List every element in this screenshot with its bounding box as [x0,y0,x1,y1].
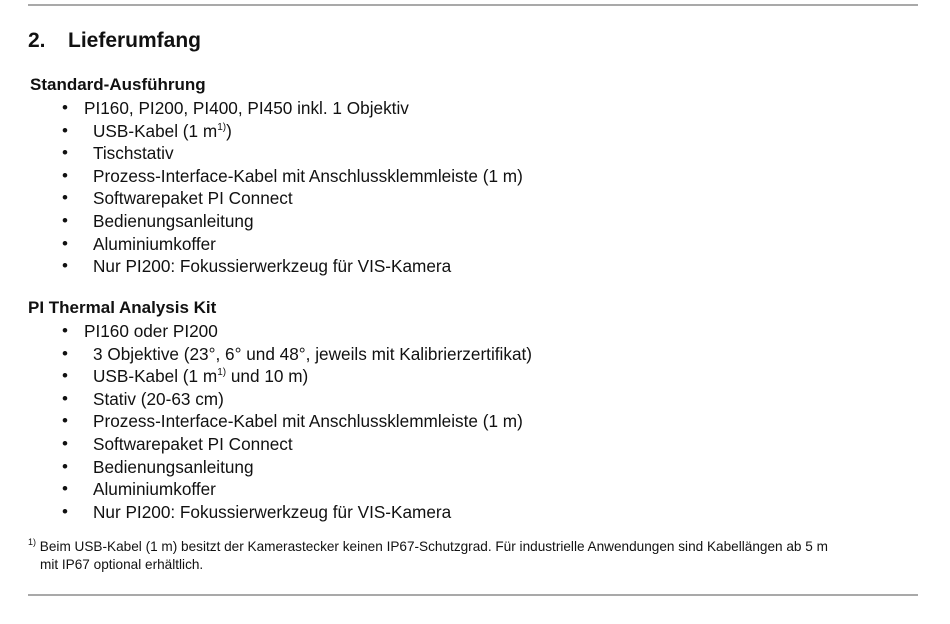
list-item-label: Tischstativ [93,143,174,164]
list-item-label: Stativ (20-63 cm) [93,388,224,409]
list-item-text [93,478,216,500]
bullet-icon: • [62,343,68,363]
kit-heading: PI Thermal Analysis Kit [28,298,217,317]
bullet-icon: • [62,165,68,185]
list-item-text [84,97,409,119]
list-item-label: Bedienungsanleitung [93,456,254,477]
bullet-icon: • [62,321,68,340]
list-item-label: 3 Objektive (23°, 6° und 48°, jeweils mit Kalibrierzertifikat) [93,343,533,364]
list-item-label: Bedienungsanleitung [93,210,254,231]
list-item-text [93,388,224,410]
list-item-label: Softwarepaket PI Connect [93,433,293,454]
bullet-icon: • [62,366,68,386]
bullet-icon: • [62,501,68,521]
list-item-label: PI160, PI200, PI400, PI450 inkl. 1 Objektiv [84,98,409,118]
top-divider [28,4,918,6]
list-item-suffix: und 10 m) [226,366,309,387]
list-item-label: Nur PI200: Fokussierwerkzeug für VIS-Kamera [93,256,452,277]
list-item-text [84,320,218,342]
list-item-text [93,456,254,478]
bullet-icon: • [62,479,68,499]
section-title [28,29,201,53]
bullet-icon: • [62,143,68,163]
bullet-icon: • [62,233,68,253]
bullet-icon: • [62,388,68,408]
list-item-text [93,410,523,432]
bullet-icon: • [62,256,68,276]
list-item-label: Prozess-Interface-Kabel mit Anschlussklemmleiste (1 m) [93,411,523,432]
list-item-text [93,165,523,187]
list-item-label: PI160 oder PI200 [84,321,218,341]
list-item-text [93,433,293,455]
bullet-icon: • [62,98,68,117]
list-item-text [93,187,293,209]
footnote-marker: 1) [28,537,37,547]
bottom-divider [28,594,918,596]
section-number: 2. [28,29,46,52]
list-item-label: Aluminiumkoffer [93,233,216,254]
standard-heading: Standard-Ausführung [30,75,206,94]
footnote-line-2: mit IP67 optional erhältlich. [40,556,204,572]
footnote-reference: 1) [217,121,227,133]
list-item-label: USB-Kabel (1 m [93,120,218,141]
section-title-text: Lieferumfang [68,29,202,52]
list-item-label: Aluminiumkoffer [93,479,216,500]
list-item-label: USB-Kabel (1 m [93,366,218,387]
list-item-text [93,365,308,387]
footnote-reference: 1) [217,367,227,379]
list-item-text [93,142,174,164]
bullet-icon: • [62,188,68,208]
list-item-text [93,233,216,255]
list-item-text [93,501,451,523]
list-item-label: Prozess-Interface-Kabel mit Anschlussklemmleiste (1 m) [93,165,523,186]
list-item-text [93,210,254,232]
bullet-icon: • [62,210,68,230]
list-item-label: Softwarepaket PI Connect [93,188,293,209]
bullet-icon: • [62,411,68,431]
bullet-icon: • [62,456,68,476]
list-item-suffix: ) [226,120,232,141]
footnote [28,538,908,573]
list-item-text [93,255,451,277]
bullet-icon: • [62,120,68,140]
list-item-text [93,120,232,142]
list-item-label: Nur PI200: Fokussierwerkzeug für VIS-Kamera [93,501,452,522]
footnote-line-1: Beim USB-Kabel (1 m) besitzt der Kamerastecker keinen IP67-Schutzgrad. Für industrielle Anwendungen sind Kabellängen ab 5 m [39,539,828,554]
bullet-icon: • [62,433,68,453]
list-item-text [93,343,532,365]
